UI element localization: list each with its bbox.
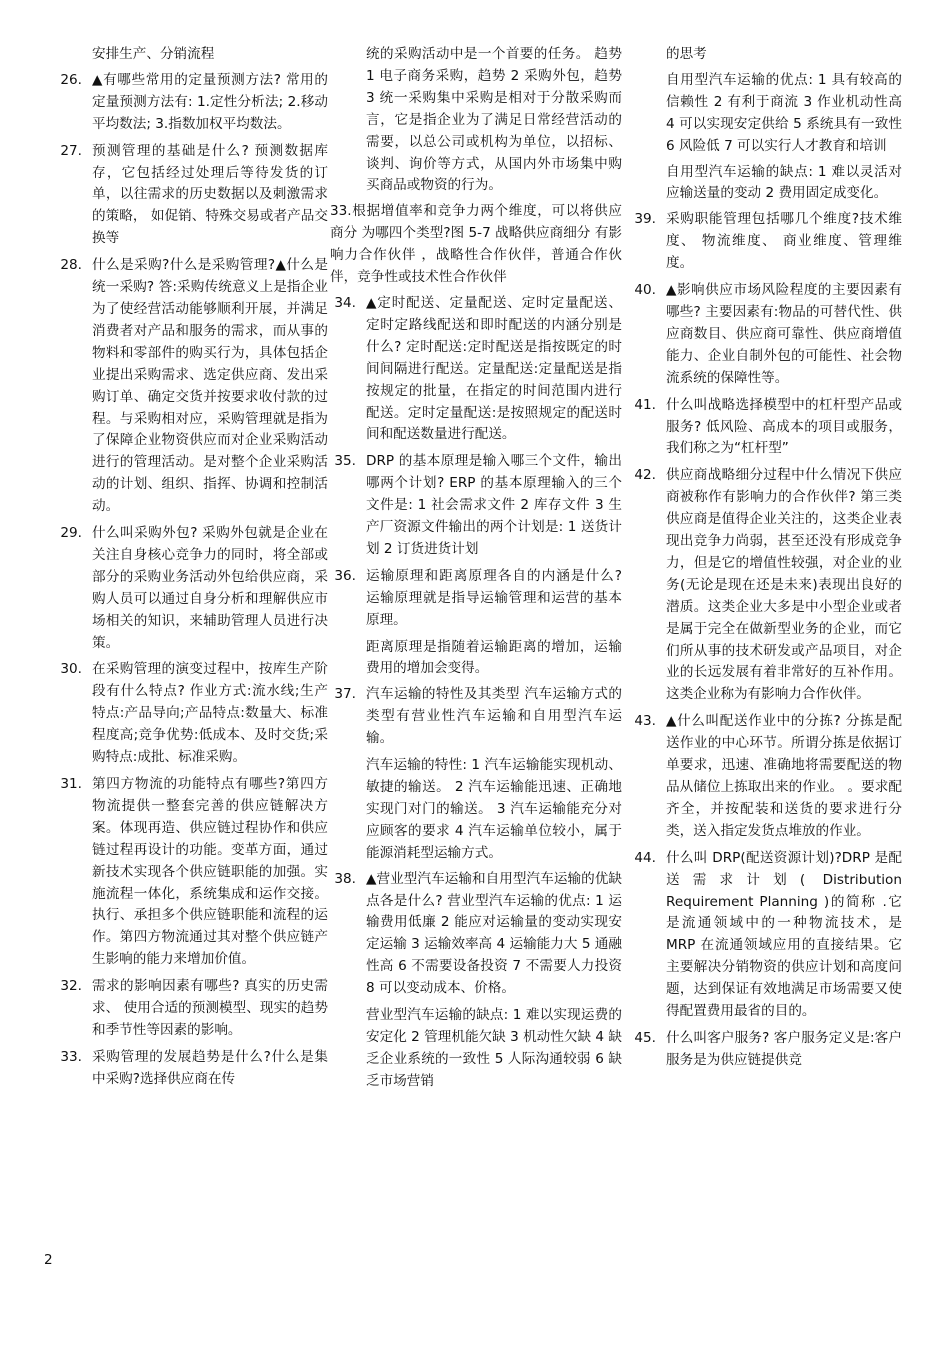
question-item (330, 293, 622, 446)
question-item (630, 848, 902, 1023)
question-item (330, 451, 622, 561)
question-number: 33. (60, 1048, 82, 1065)
question-text: ▲定时配送、定量配送、定时定量配送、 定时定路线配送和即时配送的内涵分别是什么? 定时配送:定时配送是指按既定的时间间隔进行配送。定量配送:定量配送是指按规定的批量，在指定的时间范围内进行配送。定时定量配送:是按照规定的配送时间和配送数量进行配送。 (366, 294, 622, 443)
question-number: 32. (60, 978, 82, 995)
question-item (56, 976, 328, 1042)
paragraph: 自用型汽车运输的优点: 1 具有较高的信赖性 2 有利于商流 3 作业机动性高 4 可以实现安定供给 5 系统具有一致性 6 风险低 7 可以实行人才教育和培训 (666, 71, 902, 154)
paragraph: 33.根据增值率和竞争力两个维度，可以将供应商分 为哪四个类型?图 5-7 战略供应商细分 有影响力合作伙伴 ，战略性合作伙伴，普通合作伙伴，竞争性或技术性合作伙伴 (330, 203, 622, 286)
question-item (56, 1047, 328, 1091)
question-text: 汽车运输的特性及其类型 汽车运输方式的类型有营业性汽车运输和自用型汽车运输。 (366, 686, 622, 747)
question-text: ▲什么叫配送作业中的分拣? 分拣是配送作业的中心环节。所谓分拣是依据订单要求，迅速、准确地将需要配送的物品从储位上拣取出来的作业。 。要求配齐全，并按配装和送货的要求进行分类，送入指定发货点堆放的作业。 (666, 713, 902, 839)
question-item (330, 566, 622, 632)
question-text: DRP 的基本原理是输入哪三个文件，输出哪两个计划? ERP 的基本原理输入的三个文件是: 1 社会需求文件 2 库存文件 3 生产厂资源文件输出的两个计划是: 1 送货计划 2 订货进货计划 (366, 453, 622, 557)
question-text: 供应商战略细分过程中什么情况下供应商被称作有影响力的合作伙伴? 第三类供应商是值得企业关注的，这类企业表现出竞争力尚弱，甚至还没有形成竞争力，但是它的增值性较强，对企业的业务(无论是现在还是未来)表现出良好的潜质。这类企业大多是中小型企业或者是属于完全在做新型业务的企业，而它们所从事的技术研发或产品项目，对企业的长远发展有着非常好的互补作用。这类企业称为有影响力合作伙伴。 (666, 467, 902, 703)
paragraph: 汽车运输的特性: 1 汽车运输能实现机动、敏捷的输送。 2 汽车运输能迅速、正确地实现门对门的输送。 3 汽车运输能充分对应顾客的要求 4 汽车运输单位较小，属于能源消耗型运输方式。 (366, 757, 622, 861)
text-column-right (630, 44, 902, 1077)
question-text: 什么叫 DRP(配送资源计划)?DRP 是配送需求计划( Distribution Requirement Planning )的简称 .它是流通领域中的一种物流技术，是 MRP 在流通领域应用的直接结果。它主要解决分销物资的供应计划和高度问题，达到保证有效地满足市场需要又使得配置费用最省的目的。 (666, 849, 902, 1020)
text-column-middle (330, 44, 622, 1097)
question-text: 什么叫采购外包? 采购外包就是企业在关注自身核心竞争力的同时，将全部或部分的采购业务活动外包给供应商，采购人员可以通过自身分析和理解供应市场相关的知识，来辅助管理人员进行决策。 (92, 525, 328, 651)
question-number: 41. (634, 396, 656, 413)
question-text: 预测管理的基础是什么? 预测数据库存，它包括经过处理后等待发货的订单，以往需求的历史数据以及刺激需求的策略， 如促销、特殊交易或者产品交换等 (92, 142, 328, 247)
question-item (330, 684, 622, 750)
question-text: ▲营业型汽车运输和自用型汽车运输的优缺点各是什么? 营业型汽车运输的优点: 1 运输费用低廉 2 能应对运输量的变动实现安定运输 3 运输效率高 4 运输能力大 5 通融性高 6 不需要设备投资 7 不需要人力投资 8 可以变动成本、价格。 (366, 870, 622, 997)
paragraph: 自用型汽车运输的缺点: 1 难以灵活对应输送量的变动 2 费用固定成变化。 (666, 163, 902, 202)
question-text: 在采购管理的演变过程中，按库生产阶段有什么特点? 作业方式:流水线;生产特点:产品导向;产品特点:数量大、标准程度高;竞争优势:低成本、及时交货;采购特点:成批、标准采购。 (92, 661, 328, 766)
question-text: 什么叫战略选择模型中的杠杆型产品或服务? 低风险、高成本的项目或服务，我们称之为“杠杆型” (666, 396, 902, 457)
paragraph: 的思考 (666, 46, 707, 62)
question-item (630, 711, 902, 842)
question-item (630, 395, 902, 461)
question-text: 运输原理和距离原理各自的内涵是什么? 运输原理就是指导运输管理和运营的基本原理。 (366, 567, 622, 628)
continued-text: 安排生产、分销流程 (92, 46, 215, 62)
question-text: ▲有哪些常用的定量预测方法? 常用的定量预测方法有: 1.定性分析法; 2.移动平均数法; 3.指数加权平均数法。 (92, 71, 328, 132)
question-item (56, 523, 328, 654)
question-number: 44. (634, 849, 656, 866)
question-number: 38. (334, 870, 356, 887)
question-number: 43. (634, 713, 656, 730)
question-item (56, 774, 328, 971)
question-text: 采购职能管理包括哪几个维度?技术维度、 物流维度、 商业维度、管理维度。 (666, 211, 902, 272)
question-number: 28. (60, 257, 82, 274)
paragraph: 距离原理是指随着运输距离的增加，运输费用的增加会变得。 (366, 638, 622, 677)
text-column-left (56, 44, 328, 1096)
question-text: ▲影响供应市场风险程度的主要因素有哪些? 主要因素有:物品的可替代性、供应商数目、供应商可靠性、供应商增值能力、企业自制外包的可能性、社会物流系统的保障性等。 (666, 282, 902, 386)
question-item (630, 465, 902, 706)
question-item (330, 869, 622, 1000)
question-text: 采购管理的发展趋势是什么?什么是集中采购?选择供应商在传 (92, 1048, 328, 1087)
question-item (56, 659, 328, 769)
question-item (630, 209, 902, 275)
paragraph: 营业型汽车运输的缺点: 1 难以实现运费的安定化 2 管理机能欠缺 3 机动性欠缺 4 缺乏企业系统的一致性 5 人际沟通较弱 6 缺乏市场营销 (366, 1007, 622, 1089)
question-text: 什么是采购?什么是采购管理?▲什么是统一采购? 答:采购传统意义上是指企业为了使经营活动能够顺利开展，并满足消费者对产品和服务的需求，而从事的物料和零部件的购买行为，具体包括企业提出采购需求、选定供应商、发出采购订单、确定交货并按要求收付款的过程。与采购相对应，采购管理就是指为了保障企业物资供应而对企业采购活动进行的管理活动。是对整个企业采购活动的计划、组织、指挥、协调和控制活动。 (92, 257, 328, 515)
question-item (630, 280, 902, 390)
question-number: 30. (60, 661, 82, 678)
question-number: 35. (334, 453, 356, 470)
question-item (56, 141, 328, 251)
question-number: 34. (334, 294, 356, 311)
question-number: 45. (634, 1029, 656, 1046)
page-number: 2 (44, 1252, 53, 1268)
question-text: 第四方物流的功能特点有哪些?第四方物流提供一整套完善的供应链解决方案。体现再造、供应链过程协作和供应链过程再设计的功能。变革方面，通过新技术实现各个供应链职能的加强。实施流程一体化，系统集成和运作交接。执行、承担多个供应链职能和流程的运作。第四方物流通过其对整个供应链产生影响的能力来增加价值。 (92, 776, 328, 968)
question-number: 42. (634, 467, 656, 484)
question-item (630, 1028, 902, 1072)
question-number: 26. (60, 71, 82, 88)
question-number: 27. (60, 142, 82, 159)
question-number: 31. (60, 776, 82, 792)
question-text: 什么叫客户服务? 客户服务定义是:客户服务是为供应链提供竞 (666, 1029, 902, 1068)
paragraph: 统的采购活动中是一个首要的任务。 趋势 1 电子商务采购，趋势 2 采购外包，趋势 3 统一采购集中采购是相对于分散采购而言，它是指企业为了满足日常经营活动的需要，以总公司或机构为单位，以招标、谈判、询价等方式，从国内外市场集中购买商品或物资的行为。 (366, 46, 622, 194)
question-text: 需求的影响因素有哪些? 真实的历史需求、 使用合适的预测模型、现实的趋势和季节性等因素的影响。 (92, 978, 328, 1038)
question-number: 39. (634, 211, 656, 228)
question-number: 40. (634, 282, 656, 299)
question-item (56, 70, 328, 136)
question-number: 29. (60, 525, 82, 542)
question-number: 36. (334, 567, 356, 584)
question-number: 37. (334, 686, 356, 703)
question-item (56, 255, 328, 518)
